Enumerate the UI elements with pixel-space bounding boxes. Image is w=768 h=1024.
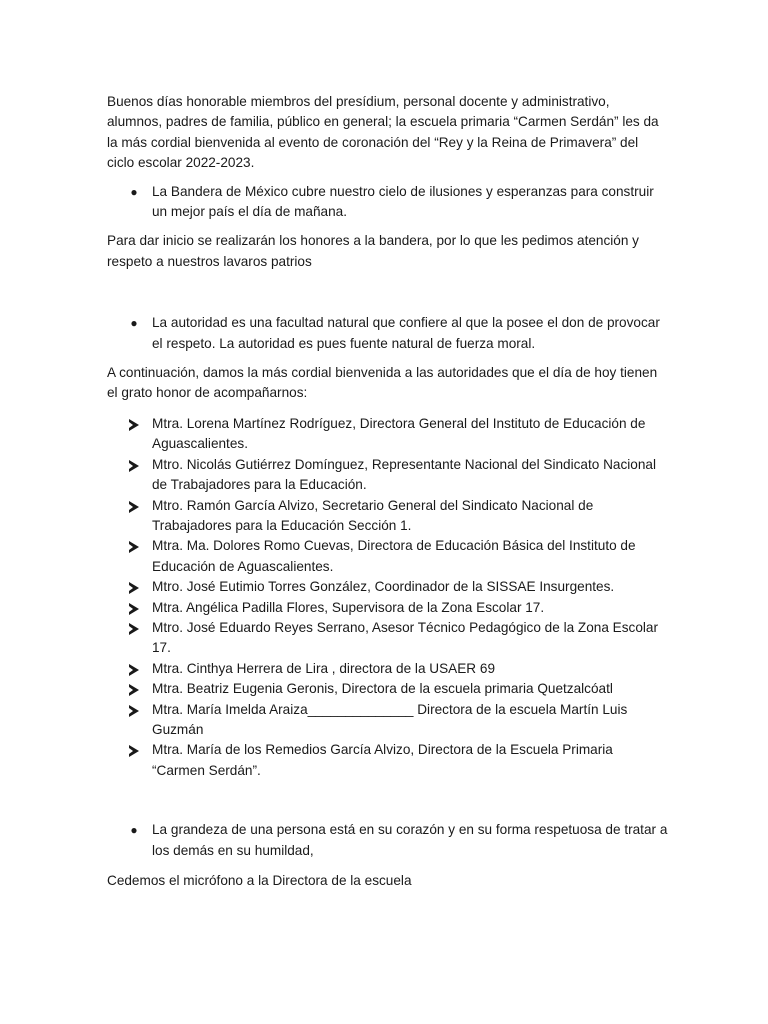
bullet-grandeza-text: La grandeza de una persona está en su corazón y en su forma respetuosa de tratar a los demás en su humildad, xyxy=(152,822,668,858)
arrow-bullet-icon xyxy=(129,684,139,696)
bullet-grandeza xyxy=(107,820,668,861)
arrow-bullet-icon xyxy=(129,745,139,757)
authority-item: Mtra. María de los Remedios García Alvizo, Directora de la Escuela Primaria “Carmen Serdán”. xyxy=(107,740,668,781)
bullet-dot-icon: ● xyxy=(130,316,138,331)
bullet-flag xyxy=(107,182,668,223)
authority-item: Mtro. José Eduardo Reyes Serrano, Asesor Técnico Pedagógico de la Zona Escolar 17. xyxy=(107,618,668,659)
arrow-bullet-icon xyxy=(129,501,139,513)
closing-paragraph: Cedemos el micrófono a la Directora de la escuela xyxy=(107,873,412,888)
bullet-dot-icon: ● xyxy=(130,823,138,838)
arrow-bullet-icon xyxy=(129,582,139,594)
authority-item: Mtra. Lorena Martínez Rodríguez, Directora General del Instituto de Educación de Aguascalientes. xyxy=(107,414,668,455)
authorities-list xyxy=(107,414,668,781)
arrow-bullet-icon xyxy=(129,460,139,472)
arrow-bullet-icon xyxy=(129,541,139,553)
arrow-bullet-icon xyxy=(129,664,139,676)
bullet-autoridad-text: La autoridad es una facultad natural que confiere al que la posee el don de provocar el respeto. La autoridad es pues fuente natural de fuerza moral. xyxy=(152,315,660,351)
continuacion-paragraph: A continuación, damos la más cordial bienvenida a las autoridades que el día de hoy tienen el grato honor de acompañarnos: xyxy=(107,365,658,401)
arrow-bullet-icon xyxy=(129,419,139,431)
intro-paragraph: Buenos días honorable miembros del presídium, personal docente y administrativo, alumnos, padres de familia, público en general; la escuela primaria “Carmen Serdán” les da la más cordial bienvenida al evento de coronación del “Rey y la Reina de Primavera” del ciclo escolar 2022-2023. xyxy=(107,94,659,171)
authority-item: Mtra. Angélica Padilla Flores, Supervisora de la Zona Escolar 17. xyxy=(107,598,668,618)
authority-item: Mtra. Cinthya Herrera de Lira , directora de la USAER 69 xyxy=(107,659,668,679)
bullet-flag-text: La Bandera de México cubre nuestro cielo de ilusiones y esperanzas para construir un mejor país el día de mañana. xyxy=(152,183,654,220)
authority-item: Mtra. María Imelda Araiza______________ Directora de la escuela Martín Luis Guzmán xyxy=(107,700,668,741)
authority-item: Mtra. Beatriz Eugenia Geronis, Directora de la escuela primaria Quetzalcóatl xyxy=(107,679,668,699)
authority-item: Mtro. José Eutimio Torres González, Coordinador de la SISSAE Insurgentes. xyxy=(107,577,668,597)
authority-item: Mtra. Ma. Dolores Romo Cuevas, Directora de Educación Básica del Instituto de Educación de Aguascalientes. xyxy=(107,536,668,577)
authority-item: Mtro. Ramón García Alvizo, Secretario General del Sindicato Nacional de Trabajadores para la Educación Sección 1. xyxy=(107,496,668,537)
bullet-autoridad xyxy=(107,313,668,354)
authority-item: Mtro. Nicolás Gutiérrez Domínguez, Representante Nacional del Sindicato Nacional de Trabajadores para la Educación. xyxy=(107,455,668,496)
honores-paragraph: Para dar inicio se realizarán los honores a la bandera, por lo que les pedimos atención y respeto a nuestros lavaros patrios xyxy=(107,233,639,269)
arrow-bullet-icon xyxy=(129,603,139,615)
arrow-bullet-icon xyxy=(129,705,139,717)
arrow-bullet-icon xyxy=(129,623,139,635)
bullet-dot-icon: ● xyxy=(130,184,138,199)
